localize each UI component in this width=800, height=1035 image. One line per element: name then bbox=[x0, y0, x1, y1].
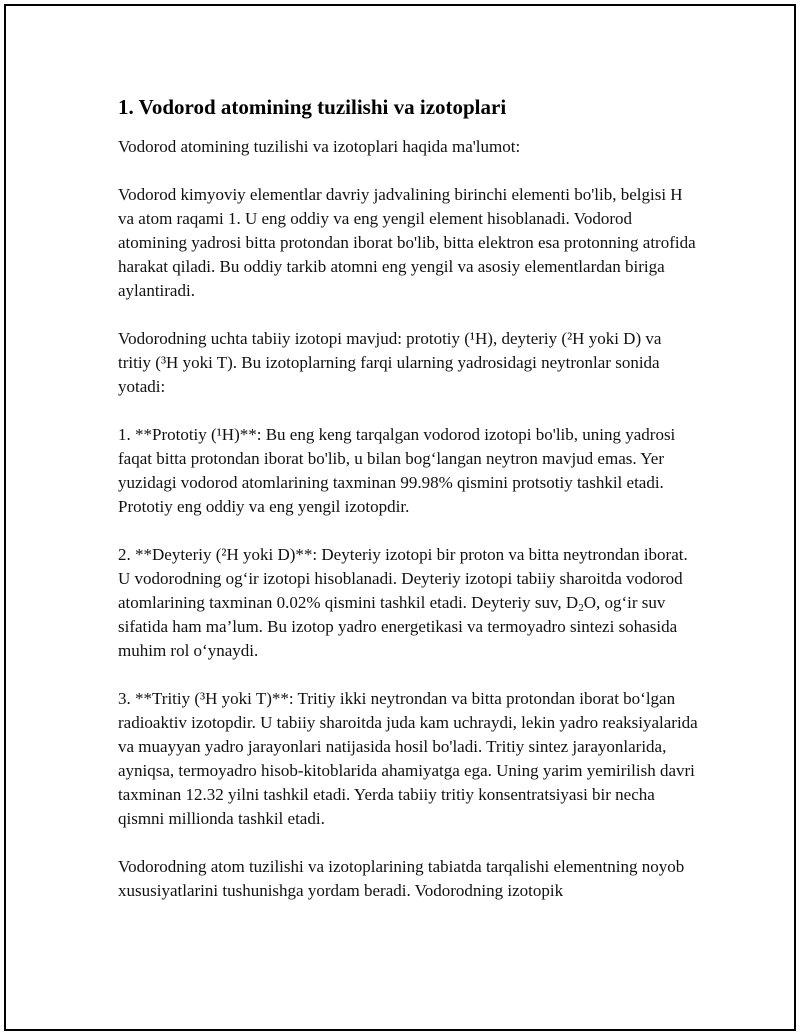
intro-paragraph: Vodorod atomining tuzilishi va izotoplari haqida ma'lumot: bbox=[118, 137, 521, 156]
document-body bbox=[118, 93, 698, 927]
closing-paragraph: Vodorodning atom tuzilishi va izotoplarining tabiatda tarqalishi elementning noyob xususiyatlarini tushunishga yordam beradi. Vodorodning izotopik bbox=[118, 857, 685, 900]
section-heading: 1. Vodorod atomining tuzilishi va izotoplari bbox=[118, 95, 507, 119]
list-item-deuterium bbox=[118, 543, 698, 663]
deuterium-text-a: 2. **Deyteriy (²H yoki D)**: Deyteriy izotopi bir proton va bitta neytrondan iborat. U vodorodning og‘ir izotopi hisoblanadi. Deyteriy izotopi tabiiy sharoitda vodorod atomlarining taxminan 0.02% qismini tashkil etadi. Deyteriy suv, D bbox=[118, 545, 688, 612]
deuterium-text-b: O, og‘ir suv sifatida ham ma’lum. Bu izotop yadro energetikasi va termoyadro sintezi sohasida muhim rol o‘ynaydi. bbox=[118, 593, 678, 660]
list-item-protium: 1. **Prototiy (¹H)**: Bu eng keng tarqalgan vodorod izotopi bo'lib, uning yadrosi faqat bitta protondan iborat bo'lib, u bilan bog‘langan neytron mavjud emas. Yer yuzidagi vodorod atomlarining taxminan 99.98% qismini protsotiy tashkil etadi. Prototiy eng oddiy va eng yengil izotopdir. bbox=[118, 425, 676, 516]
list-item-tritium: 3. **Tritiy (³H yoki T)**: Tritiy ikki neytrondan va bitta protondan iborat bo‘lgan radioaktiv izotopdir. U tabiiy sharoitda juda kam uchraydi, lekin yadro reaksiyalarida va muayyan yadro jarayonlari natijasida hosil bo'ladi. Tritiy sintez jarayonlarida, ayniqsa, termoyadro hisob-kitoblarida ahamiyatga ega. Uning yarim yemirilish davri taxminan 12.32 yilni tashkil etadi. Yerda tabiiy tritiy konsentratsiyasi bir necha qismni millionda tashkil etadi. bbox=[118, 689, 698, 828]
paragraph-hydrogen-overview: Vodorod kimyoviy elementlar davriy jadvalining birinchi elementi bo'lib, belgisi H va atom raqami 1. U eng oddiy va eng yengil element hisoblanadi. Vodorod atomining yadrosi bitta protondan iborat bo'lib, bitta elektron esa protonning atrofida harakat qiladi. Bu oddiy tarkib atomni eng yengil va asosiy elementlardan biriga aylantiradi. bbox=[118, 185, 696, 300]
subscript-two: 2 bbox=[578, 602, 584, 614]
paragraph-isotopes-intro: Vodorodning uchta tabiiy izotopi mavjud: prototiy (¹H), deyteriy (²H yoki D) va tritiy (³H yoki T). Bu izotoplarning farqi ularning yadrosidagi neytronlar sonida yotadi: bbox=[118, 329, 662, 396]
